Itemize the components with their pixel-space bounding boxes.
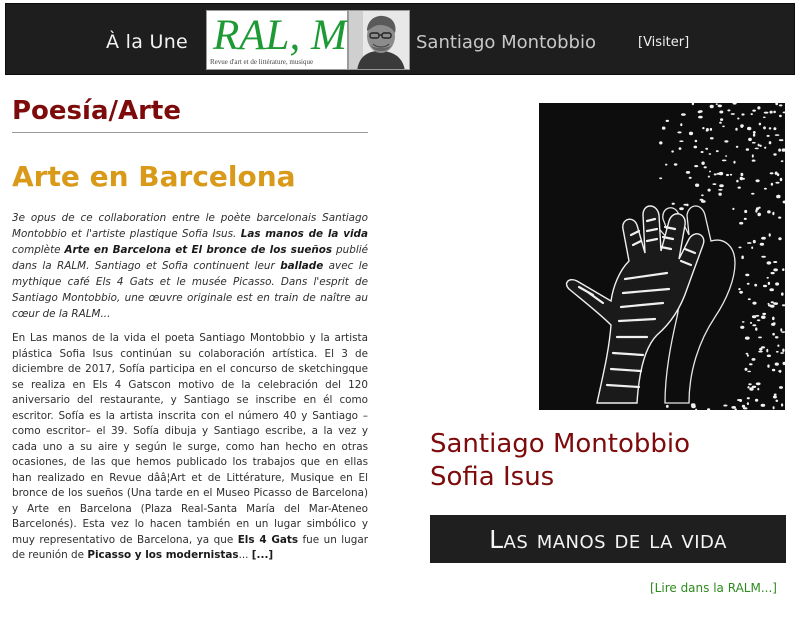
artwork-dot xyxy=(753,134,755,137)
artwork-dot xyxy=(742,321,745,323)
artwork-dot xyxy=(719,111,723,114)
artwork-dot xyxy=(705,148,708,150)
artwork-dot xyxy=(725,155,727,157)
artwork-dot xyxy=(723,405,727,407)
ralm-logo-text: RAL, M xyxy=(213,12,347,59)
artwork-dot xyxy=(781,160,784,162)
artwork-dot xyxy=(722,126,725,128)
artwork-dot xyxy=(775,336,779,338)
artwork-dot xyxy=(781,403,783,406)
artwork-dot xyxy=(710,137,714,139)
intro-bold-3: ballade xyxy=(280,260,324,272)
artwork-dot xyxy=(773,406,775,409)
artwork-dot xyxy=(751,113,753,115)
artwork-dot xyxy=(773,261,777,263)
artwork-dot xyxy=(719,184,724,187)
artwork-dot xyxy=(671,150,674,152)
artwork-dot xyxy=(689,177,692,179)
artwork-dot xyxy=(767,364,769,367)
artwork-dot xyxy=(755,148,759,150)
artwork-dot xyxy=(744,218,747,220)
artwork-dot xyxy=(774,394,777,396)
artwork-dot xyxy=(777,345,779,347)
artwork-dot xyxy=(756,382,761,385)
artwork-dot xyxy=(769,141,772,144)
artwork-dot xyxy=(779,386,783,389)
artwork-dot xyxy=(775,282,779,285)
artwork-dot xyxy=(742,405,745,408)
artwork-dot xyxy=(735,128,737,131)
artwork-dot xyxy=(782,268,784,271)
artwork-dot xyxy=(719,122,722,124)
artwork-dot xyxy=(752,358,756,361)
artwork-dot xyxy=(747,242,752,244)
artwork-dot xyxy=(767,210,771,213)
artwork-dot xyxy=(778,237,781,240)
artwork-dot xyxy=(717,173,721,175)
artwork-dot xyxy=(757,388,759,391)
artwork-dot xyxy=(745,368,748,371)
artwork-dot xyxy=(773,127,776,130)
a-la-une-label: À la Une xyxy=(106,31,189,53)
artwork-dot xyxy=(734,408,737,410)
author-portrait[interactable] xyxy=(348,10,410,70)
artwork-dot xyxy=(659,177,662,179)
artwork-dot xyxy=(691,403,696,406)
artwork-dot xyxy=(752,315,756,318)
artwork-dot xyxy=(767,355,771,358)
artwork-dot xyxy=(738,187,741,189)
artwork-dot xyxy=(733,161,735,164)
artwork-dot xyxy=(747,127,751,131)
artwork-dot xyxy=(748,138,752,141)
artwork-dot xyxy=(732,208,734,210)
artwork-dot xyxy=(762,313,766,315)
artwork-dot xyxy=(741,256,744,259)
artwork-dot xyxy=(752,154,754,157)
artwork-dot xyxy=(706,130,709,132)
artwork-dot xyxy=(755,399,758,402)
artwork-dot xyxy=(739,291,743,294)
artist-credit xyxy=(430,428,690,494)
artwork-dot xyxy=(764,112,769,114)
artwork-dot xyxy=(722,160,727,162)
top-banner xyxy=(5,3,795,75)
artwork-dot xyxy=(768,304,772,306)
artwork-dot xyxy=(758,144,760,147)
artwork-dot xyxy=(770,111,773,114)
body-text-3: ... xyxy=(238,549,252,561)
body-text-1: En Las manos de la vida el poeta Santiago Montobbio y la artista plástica Sofia Isus continúan su colaboración artística. El 3 de diciembre de 2017, Sofía participa en el concurso de sketchingque se realiza en Els 4 Gatscon motivo de la celebración del 120 aniversario del restaurante, y Santiago se inscribe en él como escritor. Sofía es la artista inscrita con el número 40 y Santiago –como escritor– el 39. Sofía dibuja y Santiago escribe, a la vez y cada uno a su aire y según le surge, como han hecho en otras ocasiones, de las que hemos publicado los trabajos que en ellas han realizado en Revue dââ¦Art et de Littérature, Musique en El bronce de los sueños (Una tarde en el Museo Picasso de Barcelona) y Arte en Barcelona (Plaza Real-Santa María del Mar-Ateneo Barcelonés). Esta vez lo hacen también en un lugar simbólico y muy representativo de Barcelona, ya que xyxy=(12,332,368,546)
artwork-dot xyxy=(730,174,732,176)
artwork-dot xyxy=(710,105,714,108)
artwork-dot xyxy=(775,363,779,366)
artwork-dot xyxy=(736,180,738,183)
artwork-dot xyxy=(773,153,776,155)
artwork-dot xyxy=(773,302,778,305)
artwork-dot xyxy=(689,132,693,136)
ralm-logo-subtitle: Revue d'art et de littérature, musique xyxy=(210,58,314,66)
artwork-dot xyxy=(747,283,750,285)
artwork-dot xyxy=(776,195,780,198)
artwork-dot xyxy=(738,288,740,290)
artwork-dot xyxy=(716,103,718,105)
artwork-dot xyxy=(727,109,730,111)
artwork-dot xyxy=(737,118,739,120)
artwork-dot xyxy=(773,396,777,399)
artwork-dot xyxy=(744,210,747,213)
intro-text-3: publié dans la RALM. Santiago et Sofia continuent leur xyxy=(12,244,368,272)
artwork-dot xyxy=(745,337,750,340)
artwork-dot xyxy=(731,406,736,409)
artwork-dot xyxy=(718,189,722,191)
artwork-dot xyxy=(750,322,752,324)
artwork-dot xyxy=(770,172,774,174)
artwork-dot xyxy=(779,104,783,106)
artwork-dot xyxy=(701,194,704,196)
artwork-dot xyxy=(716,150,719,152)
ralm-logo[interactable] xyxy=(206,10,348,70)
artwork-dot xyxy=(694,146,698,149)
artwork-dot xyxy=(701,162,704,165)
artwork-dot xyxy=(780,352,784,354)
artwork-dot xyxy=(775,134,780,136)
artwork-dot xyxy=(745,274,749,277)
body-text-2: fue un lugar de reunión de xyxy=(12,533,368,561)
artwork-dot xyxy=(704,166,707,168)
artwork-dot xyxy=(761,404,766,407)
artwork-dot xyxy=(757,319,761,321)
artwork-dot xyxy=(758,337,762,339)
artwork-dot xyxy=(780,328,782,331)
credit-artist: Sofia Isus xyxy=(430,462,555,492)
artwork-dot xyxy=(747,397,750,399)
artwork-dot xyxy=(683,204,688,206)
intro-text-1: 3e opus de ce collaboration entre le poète barcelonais Santiago Montobbio et l'artiste plastique Sofia Isus. xyxy=(12,212,368,240)
artwork-dot xyxy=(758,351,763,353)
book-title-banner[interactable]: Las manos de la vida xyxy=(430,515,786,563)
artwork-dot xyxy=(740,124,744,127)
artwork-dot xyxy=(751,193,754,195)
artwork-dot xyxy=(677,131,681,133)
artwork-dot xyxy=(724,140,728,142)
artwork-dot xyxy=(674,163,678,165)
artwork-dot xyxy=(659,141,662,144)
artwork-dot xyxy=(755,327,757,330)
artwork-dot xyxy=(695,140,698,142)
artwork-dot xyxy=(731,113,735,115)
artwork-dot xyxy=(782,349,784,353)
artwork-dot xyxy=(753,240,756,243)
artwork-dot xyxy=(763,117,766,119)
intro-text-4: avec le mythique café Els 4 Gats et le musée Picasso. Dans l'esprit de Santiago Montobbio, une œuvre originale est en train de naître au cœur de la RALM... xyxy=(12,260,368,320)
artwork-dot xyxy=(756,179,760,182)
artwork-dot xyxy=(761,346,765,348)
artwork-dot xyxy=(709,171,711,173)
artwork-image[interactable] xyxy=(539,103,785,410)
artwork-dot xyxy=(775,182,779,184)
artwork-dot xyxy=(698,111,701,114)
artwork-dot xyxy=(743,407,748,409)
artwork-dot xyxy=(708,176,710,178)
artwork-dot xyxy=(757,106,760,109)
artwork-dot xyxy=(780,178,783,182)
artwork-dot xyxy=(773,111,776,114)
artwork-dot xyxy=(752,302,756,305)
artwork-dot xyxy=(736,146,739,148)
artwork-dot xyxy=(709,153,712,155)
artwork-dot xyxy=(752,160,756,162)
artwork-dot xyxy=(712,183,716,185)
artwork-dot xyxy=(700,199,704,201)
artwork-dot xyxy=(747,402,749,405)
artwork-dot xyxy=(779,115,782,117)
artwork-dot xyxy=(749,387,753,391)
artwork-dot xyxy=(776,351,779,353)
credit-poet: Santiago Montobbio xyxy=(430,429,690,459)
artwork-dot xyxy=(695,184,699,187)
artwork-dot xyxy=(754,284,757,287)
intro-bold-2: Arte en Barcelona et El bronce de los sueños xyxy=(64,244,333,256)
artwork-dot xyxy=(714,173,717,175)
author-name[interactable]: Santiago Montobbio xyxy=(416,32,596,53)
read-more-link[interactable]: [...] xyxy=(251,549,274,561)
artwork-dot xyxy=(778,149,781,152)
artwork-dot xyxy=(738,247,741,249)
read-in-ralm-link[interactable]: [Lire dans la RALM...] xyxy=(650,581,777,595)
artwork-dot xyxy=(679,207,684,210)
article-body xyxy=(12,331,368,564)
artwork-dot xyxy=(702,127,704,129)
section-divider xyxy=(12,132,368,133)
artwork-dot xyxy=(666,405,669,408)
artwork-dot xyxy=(764,147,766,149)
artwork-dot xyxy=(679,140,683,142)
artwork-dot xyxy=(681,113,686,116)
artwork-dot xyxy=(746,353,749,355)
article-title[interactable]: Arte en Barcelona xyxy=(12,160,296,193)
artwork-dot xyxy=(749,363,753,365)
artwork-dot xyxy=(756,207,759,210)
artwork-dot xyxy=(746,148,749,151)
article-intro xyxy=(12,210,368,322)
artwork-dot xyxy=(662,127,666,130)
artwork-dot xyxy=(772,317,775,321)
artwork-dot xyxy=(680,123,682,126)
artwork-dot xyxy=(761,316,766,319)
intro-bold-1: Las manos de la vida xyxy=(240,228,368,240)
artwork-dot xyxy=(679,147,682,150)
intro-text-2: complète xyxy=(12,244,65,256)
artwork-dot xyxy=(741,173,744,176)
artwork-dot xyxy=(752,324,756,326)
artwork-dot xyxy=(751,246,753,249)
artwork-dot xyxy=(748,298,751,300)
artwork-dot xyxy=(752,142,756,144)
artwork-dot xyxy=(776,400,779,402)
artwork-dot xyxy=(752,110,756,112)
artwork-dot xyxy=(710,128,712,131)
artwork-dot xyxy=(686,171,690,174)
artwork-dot xyxy=(718,193,721,196)
artwork-dot xyxy=(772,212,774,215)
artwork-dot xyxy=(773,322,776,324)
artwork-dot xyxy=(763,285,767,287)
artwork-dot xyxy=(741,113,744,115)
artwork-dot xyxy=(718,105,722,108)
section-title: Poesía/Arte xyxy=(12,96,181,126)
artwork-dot xyxy=(748,383,751,385)
author-portrait-icon xyxy=(349,11,410,70)
artwork-dot xyxy=(772,369,775,372)
artwork-dot xyxy=(764,188,767,190)
artwork-dot xyxy=(739,222,743,225)
body-bold-2: Picasso y los modernistas xyxy=(87,549,239,561)
artwork-dot xyxy=(701,151,704,153)
body-bold-1: Els 4 Gats xyxy=(237,533,299,546)
artwork-dot xyxy=(769,288,774,291)
artwork-dot xyxy=(768,282,770,285)
artwork-dot xyxy=(672,203,675,205)
artwork-dot xyxy=(701,201,705,203)
artwork-dot xyxy=(761,256,766,258)
artwork-dot xyxy=(763,126,766,129)
artwork-dot xyxy=(726,174,729,176)
artwork-dot xyxy=(759,145,761,147)
artwork-dot xyxy=(769,127,772,129)
artwork-dot xyxy=(747,371,751,373)
artwork-dot xyxy=(741,178,745,180)
artwork-dot xyxy=(769,233,771,236)
artwork-dot xyxy=(773,268,778,271)
artwork-dot xyxy=(740,326,744,329)
artwork-dot xyxy=(771,272,775,274)
artwork-dot xyxy=(771,301,774,303)
artwork-dot xyxy=(698,116,703,119)
artwork-dot xyxy=(708,189,711,192)
hand-artwork-icon xyxy=(539,103,785,410)
artwork-dot xyxy=(781,292,784,295)
artwork-dot xyxy=(753,131,756,134)
visit-link[interactable]: [Visiter] xyxy=(638,35,690,50)
artwork-dot xyxy=(720,118,723,121)
artwork-dot xyxy=(767,135,770,137)
artwork-dot xyxy=(767,277,769,279)
artwork-dot xyxy=(761,237,766,240)
artwork-dot xyxy=(757,213,761,217)
artwork-dot xyxy=(760,243,764,246)
artwork-dot xyxy=(771,183,773,186)
artwork-dot xyxy=(772,333,775,336)
artwork-dot xyxy=(747,354,749,356)
artwork-dot xyxy=(694,165,698,167)
artwork-dot xyxy=(666,120,669,122)
artwork-dot xyxy=(759,123,761,126)
artwork-dot xyxy=(778,370,782,372)
artwork-dot xyxy=(779,139,784,141)
artwork-dot xyxy=(739,399,742,402)
artwork-dot xyxy=(747,386,749,389)
artwork-dot xyxy=(665,164,667,166)
artwork-dot xyxy=(778,217,781,219)
artwork-dot xyxy=(777,173,779,176)
artwork-dot xyxy=(767,261,772,264)
artwork-dot xyxy=(766,349,768,353)
